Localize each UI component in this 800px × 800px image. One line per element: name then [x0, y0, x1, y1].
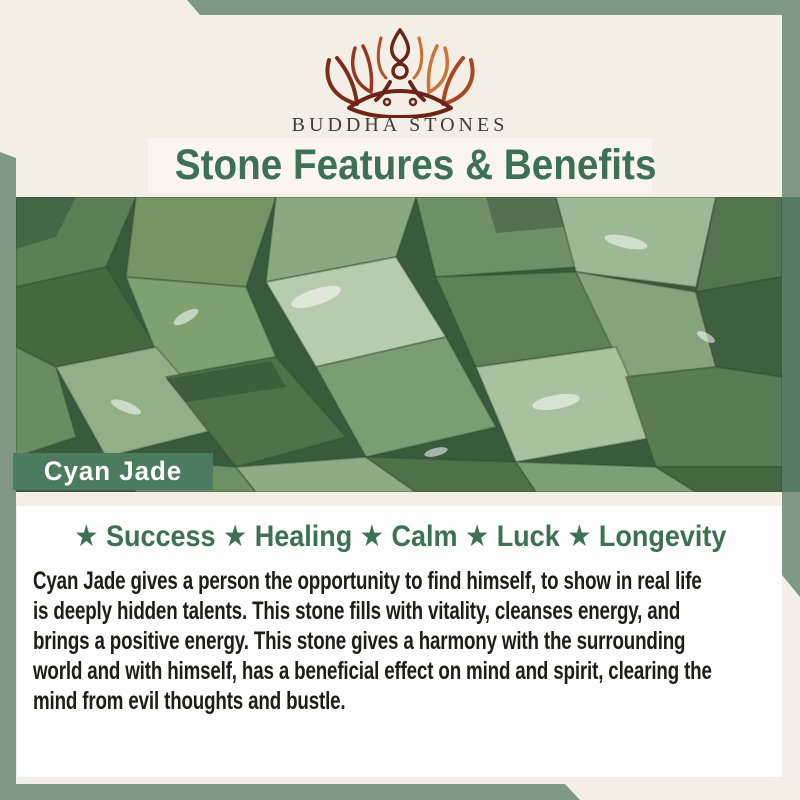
- description-paragraph: [33, 566, 793, 716]
- jade-stones-photo: [16, 197, 782, 492]
- brand-name: BUDDHA STONES: [291, 114, 509, 136]
- section-title: Stone Features & Benefits: [174, 141, 657, 189]
- description-line: is deeply hidden talents. This stone fills with vitality, cleanses energy, and: [33, 597, 681, 625]
- description-line: world and with himself, has a beneficial effect on mind and spirit, clearing the: [33, 657, 712, 685]
- stone-name-label: [13, 453, 213, 490]
- lotus-meditation-logo-icon: [315, 26, 485, 118]
- frame-bottom-band: [0, 784, 580, 800]
- frame-right-band-photo-overlay: [782, 197, 800, 492]
- benefits-line: [0, 519, 800, 554]
- description-line: Cyan Jade gives a person the opportunity to find himself, to show in real life: [33, 567, 702, 595]
- title-banner: [148, 138, 657, 193]
- description-line: brings a positive energy. This stone gives a harmony with the surrounding: [33, 627, 686, 655]
- description-line: mind from evil thoughts and bustle.: [33, 687, 346, 715]
- frame-top-band: [187, 0, 800, 15]
- benefits-text: ★ Success ★ Healing ★ Calm ★ Luck ★ Longevity: [73, 520, 727, 553]
- stone-name-text: Cyan Jade: [43, 456, 183, 486]
